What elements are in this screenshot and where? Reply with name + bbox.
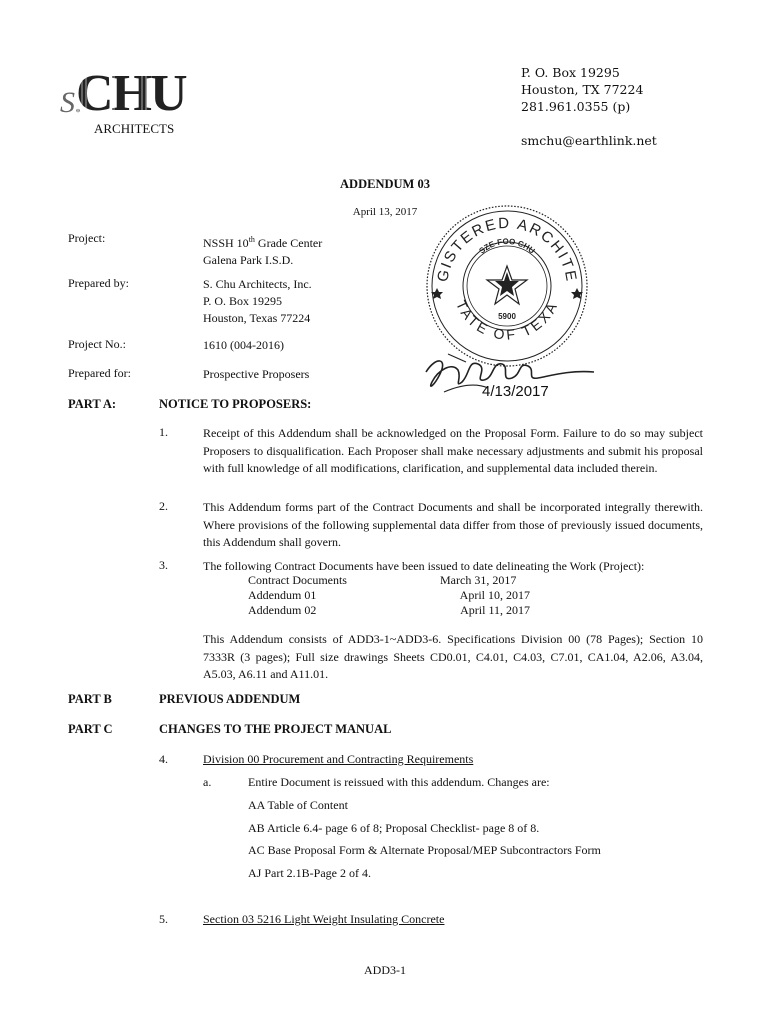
logo-initial: S. [60, 86, 83, 119]
change-item: AA Table of Content [248, 798, 348, 812]
item-number: 5. [159, 912, 168, 926]
part-b-label: PART B [68, 692, 112, 706]
item-number: 1. [159, 425, 168, 439]
item-number: 2. [159, 499, 168, 513]
page-footer: ADD3-1 [364, 963, 406, 977]
document-date: March 31, 2017 [440, 573, 517, 587]
part-a-label: PART A: [68, 397, 117, 411]
consists-text: This Addendum consists of ADD3-1~ADD3-6. Specifications Division 00 (78 Pages); Section 10 7333R (3 pages); Full size drawings Sheets CD0.01, C4.01, C4.03, C7.01, CA1.04, A2.06, A3.04, A5.03, A6.11 and A11.01. [203, 632, 703, 681]
item-text: Receipt of this Addendum shall be acknowledged on the Proposal Form. Failure to do so may subject Proposers to disqualification. Each Proposer shall make necessary adjustments and submit his proposal with full knowledge of all modifications, clarification, and supplemental data included therein. [203, 426, 703, 475]
documents-list [248, 573, 530, 618]
document-name: Contract Documents [248, 573, 347, 587]
company-logo [58, 62, 188, 140]
logo-subtitle: ARCHITECTS [94, 121, 175, 136]
architect-seal [421, 200, 593, 372]
change-item: AC Base Proposal Form & Alternate Proposal/MEP Subcontractors Form [248, 843, 601, 857]
document-title: ADDENDUM 03 [340, 177, 430, 191]
document-date: April 10, 2017 [459, 588, 530, 602]
project-label: Project: [68, 231, 106, 245]
seal-top-text: GISTERED ARCHITE [434, 214, 580, 284]
project-value: NSSH 10th Grade Center Galena Park I.S.D. [203, 235, 323, 267]
prepared-by-label: Prepared by: [68, 276, 129, 290]
item-number: 3. [159, 558, 168, 572]
seal-name: SZE-FOO CHU [477, 236, 537, 256]
document-name: Addendum 01 [248, 588, 317, 602]
prepared-by-value: S. Chu Architects, Inc. P. O. Box 19295 Houston, Texas 77224 [203, 277, 312, 325]
seal-number: 5900 [498, 312, 516, 321]
sub-item-text: Entire Document is reissued with this addendum. Changes are: [248, 775, 550, 789]
project-no-label: Project No.: [68, 337, 126, 351]
prepared-for-label: Prepared for: [68, 366, 131, 380]
po-box: P. O. Box 19295 [521, 65, 620, 80]
item-number: 4. [159, 752, 168, 766]
item-text: The following Contract Documents have been issued to date delineating the Work (Project): [203, 559, 645, 573]
part-b-title: PREVIOUS ADDENDUM [159, 692, 301, 706]
seal-bottom-text: TATE OF TEXA [453, 297, 562, 343]
item5-title: Section 03 5216 Light Weight Insulating Concrete [203, 912, 445, 926]
item4-title: Division 00 Procurement and Contracting Requirements [203, 752, 474, 766]
email: smchu@earthlink.net [521, 133, 657, 148]
part-c-label: PART C [68, 722, 113, 736]
change-item: AB Article 6.4- page 6 of 8; Proposal Checklist- page 8 of 8. [248, 821, 540, 835]
project-no-value: 1610 (004-2016) [203, 338, 284, 352]
prepared-for-value: Prospective Proposers [203, 367, 310, 381]
contact-block [521, 64, 657, 149]
city: Houston, TX 77224 [521, 82, 644, 97]
phone: 281.961.0355 (p) [521, 99, 631, 114]
logo-name: CHU [76, 65, 186, 122]
part-c-title: CHANGES TO THE PROJECT MANUAL [159, 722, 392, 736]
document-name: Addendum 02 [248, 603, 317, 617]
item-text: This Addendum forms part of the Contract Documents and shall be incorporated integrally therewith. Where provisions of the following supplemental data differ from those of previously issued documents, this Addendum shall govern. [203, 500, 703, 549]
document-date: April 11, 2017 [460, 603, 530, 617]
change-item: AJ Part 2.1B-Page 2 of 4. [248, 866, 371, 880]
sub-item-letter: a. [203, 775, 212, 789]
signature-date: 4/13/2017 [482, 383, 549, 400]
part-a-title: NOTICE TO PROPOSERS: [159, 397, 312, 411]
document-date: April 13, 2017 [352, 206, 418, 218]
